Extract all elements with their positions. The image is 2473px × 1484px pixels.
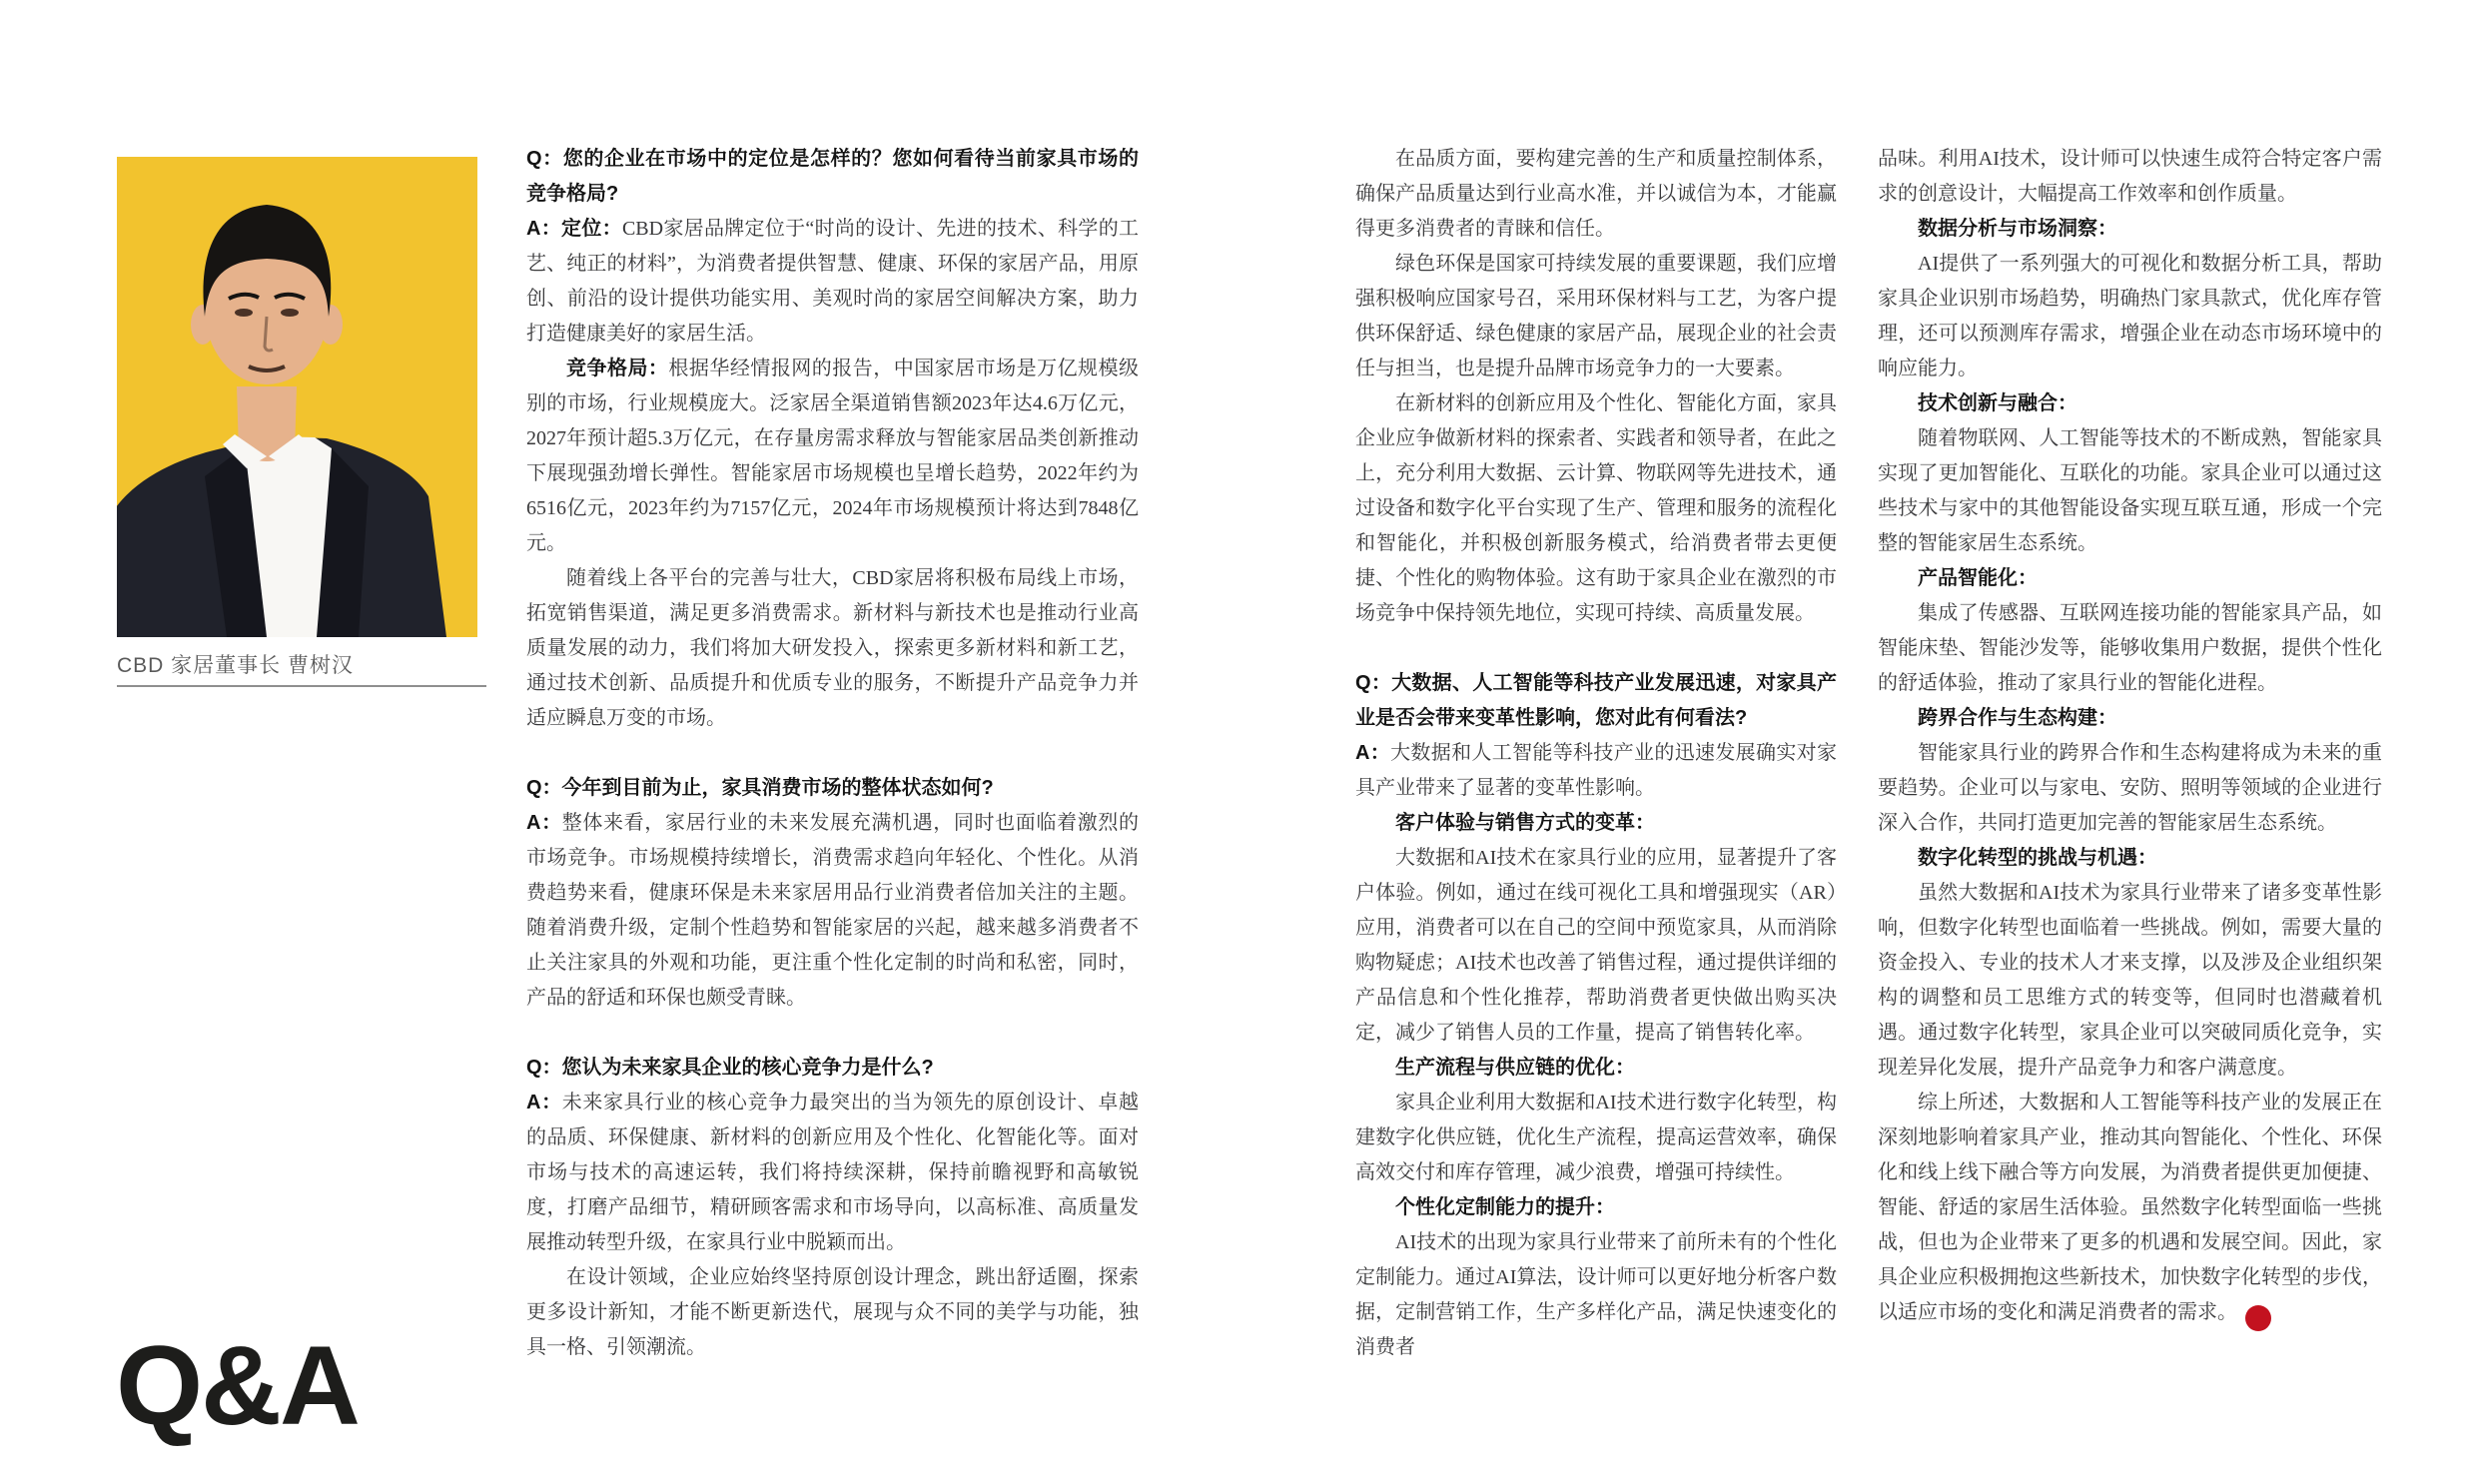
body-paragraph: AI提供了一系列强大的可视化和数据分析工具，帮助家具企业识别市场趋势，明确热门家具款式，优化库存管理，还可以预测库存需求，增强企业在动态市场环境中的响应能力。 [1878,253,2382,379]
section-heading: 跨界合作与生态构建： [1918,707,2117,729]
question-paragraph: Q：今年到目前为止，家具消费市场的整体状态如何? [526,777,994,799]
body-paragraph: 智能家具行业的跨界合作和生态构建将成为未来的重要趋势。企业可以与家电、安防、照明等领域的企业进行深入合作，共同打造更加完善的智能家居生态系统。 [1878,742,2382,834]
body-paragraph: 随着物联网、人工智能等技术的不断成熟，智能家具实现了更加智能化、互联化的功能。家具企业可以通过这些技术与家中的其他智能设备实现互联互通，形成一个完整的智能家居生态系统。 [1878,427,2382,554]
body-paragraph: 随着线上各平台的完善与壮大，CBD家居将积极布局线上市场，拓宽销售渠道，满足更多消费需求。新材料与新技术也是推动行业高质量发展的动力，我们将加大研发投入，探索更多新材料和新工艺，通过技术创新、品质提升和优质专业的服务，不断提升产品竞争力并适应瞬息万变的市场。 [526,567,1139,729]
body-paragraph: 在品质方面，要构建完善的生产和质量控制体系，确保产品质量达到行业高水准，并以诚信为本，才能赢得更多消费者的青睐和信任。 [1355,148,1837,240]
portrait-illustration [117,157,477,637]
chairman-portrait-photo [117,157,477,637]
paragraph-label: 定位： [561,218,622,240]
section-heading: 生产流程与供应链的优化： [1395,1057,1635,1079]
section-heading: 产品智能化： [1918,567,2038,589]
answer-paragraph: A：定位：CBD家居品牌定位于“时尚的设计、先进的技术、科学的工艺、纯正的材料”，为消费者提供智慧、健康、环保的家居产品，用原创、前沿的设计提供功能实用、美观时尚的家居空间解决方案，助力打造健康美好的家居生活。 [526,218,1140,345]
section-heading: 数据分析与市场洞察： [1918,218,2117,240]
question-paragraph: Q：大数据、人工智能等科技产业发展迅速，对家具产业是否会带来变革性影响，您对此有何看法? [1355,672,1837,729]
qa-section-title: Q&A [116,1323,359,1448]
body-paragraph: 在设计领域，企业应始终坚持原创设计理念，跳出舒适圈，探索更多设计新知，才能不断更新迭代，展现与众不同的美学与功能，独具一格、引领潮流。 [526,1266,1139,1358]
body-paragraph: AI技术的出现为家具行业带来了前所未有的个性化定制能力。通过AI算法，设计师可以更好地分析客户数据，定制营销工作，生产多样化产品，满足快速变化的消费者 [1355,1231,1837,1358]
article-column-2 [1355,142,1837,1365]
section-heading: 数字化转型的挑战与机遇： [1918,847,2157,869]
paragraph-label: A： [526,812,562,834]
caption-divider-line [117,685,486,687]
body-paragraph: 家具企业利用大数据和AI技术进行数字化转型，构建数字化供应链，优化生产流程，提高运营效率，确保高效交付和库存管理，减少浪费，增强可持续性。 [1355,1092,1837,1183]
body-paragraph: 竞争格局：根据华经情报网的报告，中国家居市场是万亿规模级别的市场，行业规模庞大。泛家居全渠道销售额2023年达4.6万亿元，2027年预计超5.3万亿元，在存量房需求释放与智能家居品类创新推动下展现强劲增长弹性。智能家居市场规模也呈增长趋势，2022年约为6516亿元，2023年约为7157亿元，2024年市场规模预计将达到7848亿元。 [526,358,1140,554]
section-heading: 个性化定制能力的提升： [1395,1196,1615,1218]
end-of-article-mark-icon: G [2245,1305,2271,1331]
body-paragraph: 集成了传感器、互联网连接功能的智能家具产品，如智能床垫、智能沙发等，能够收集用户数据，提供个性化的舒适体验，推动了家具行业的智能化进程。 [1878,602,2382,694]
answer-paragraph: A：未来家具行业的核心竞争力最突出的当为领先的原创设计、卓越的品质、环保健康、新材料的创新应用及个性化、化智能化等。面对市场与技术的高速运转，我们将持续深耕，保持前瞻视野和高敏锐度，打磨产品细节，精研顾客需求和市场导向，以高标准、高质量发展推动转型升级，在家具行业中脱颖而出。 [526,1092,1140,1253]
body-paragraph: 综上所述，大数据和人工智能等科技产业的发展正在深刻地影响着家具产业，推动其向智能化、个性化、环保化和线上线下融合等方向发展，为消费者提供更加便捷、智能、舒适的家居生活体验。虽然数字化转型面临一些挑战，但也为企业带来了更多的机遇和发展空间。因此，家具企业应积极拥抱这些新技术，加快数字化转型的步伐，以适应市场的变化和满足消费者的需求。 G [1878,1086,2382,1331]
article-column-3 [1878,142,2382,1331]
section-heading: 客户体验与销售方式的变革： [1395,812,1655,834]
photo-caption: CBD 家居董事长 曹树汉 [117,654,355,677]
article-column-1 [526,142,1139,1365]
question-paragraph: Q：您认为未来家具企业的核心竞争力是什么? [526,1057,934,1079]
paragraph-label: A： [1355,742,1391,764]
answer-paragraph: A：整体来看，家居行业的未来发展充满机遇，同时也面临着激烈的市场竞争。市场规模持续增长，消费需求趋向年轻化、个性化。从消费趋势来看，健康环保是未来家居用品行业消费者倍加关注的主题。随着消费升级，定制个性趋势和智能家居的兴起，越来越多消费者不止关注家具的外观和功能，更注重个性化定制的时尚和私密，同时，产品的舒适和环保也颇受青睐。 [526,812,1140,1009]
body-paragraph: 虽然大数据和AI技术为家具行业带来了诸多变革性影响，但数字化转型也面临着一些挑战。例如，需要大量的资金投入、专业的技术人才来支撑，以及涉及企业组织架构的调整和员工思维方式的转变等，但同时也潜藏着机遇。通过数字化转型，家具企业可以突破同质化竞争，实现差异化发展，提升产品竞争力和客户满意度。 [1878,882,2382,1079]
body-paragraph: 大数据和AI技术在家具行业的应用，显著提升了客户体验。例如，通过在线可视化工具和增强现实（AR）应用，消费者可以在自己的空间中预览家具，从而消除购物疑虑；AI技术也改善了销售过程，通过提供详细的产品信息和个性化推荐，帮助消费者更快做出购买决定，减少了销售人员的工作量，提高了销售转化率。 [1355,847,1837,1044]
paragraph-label: 竞争格局： [566,358,669,379]
paragraph-label: A： [526,1092,562,1113]
body-paragraph: 绿色环保是国家可持续发展的重要课题，我们应增强积极响应国家号召，采用环保材料与工艺，为客户提供环保舒适、绿色健康的家居产品，展现企业的社会责任与担当，也是提升品牌市场竞争力的一大要素。 [1355,253,1837,379]
question-paragraph: Q：您的企业在市场中的定位是怎样的？您如何看待当前家具市场的竞争格局? [526,148,1139,205]
section-heading: 技术创新与融合： [1918,392,2077,414]
answer-paragraph: A：大数据和人工智能等科技产业的迅速发展确实对家具产业带来了显著的变革性影响。 [1355,742,1837,799]
body-paragraph: 品味。利用AI技术，设计师可以快速生成符合特定客户需求的创意设计，大幅提高工作效率和创作质量。 [1878,148,2382,205]
paragraph-label: A： [526,218,562,240]
body-paragraph: 在新材料的创新应用及个性化、智能化方面，家具企业应争做新材料的探索者、实践者和领导者，在此之上，充分利用大数据、云计算、物联网等先进技术，通过设备和数字化平台实现了生产、管理和服务的流程化和智能化，并积极创新服务模式，给消费者带去更便捷、个性化的购物体验。这有助于家具企业在激烈的市场竞争中保持领先地位，实现可持续、高质量发展。 [1355,392,1837,624]
